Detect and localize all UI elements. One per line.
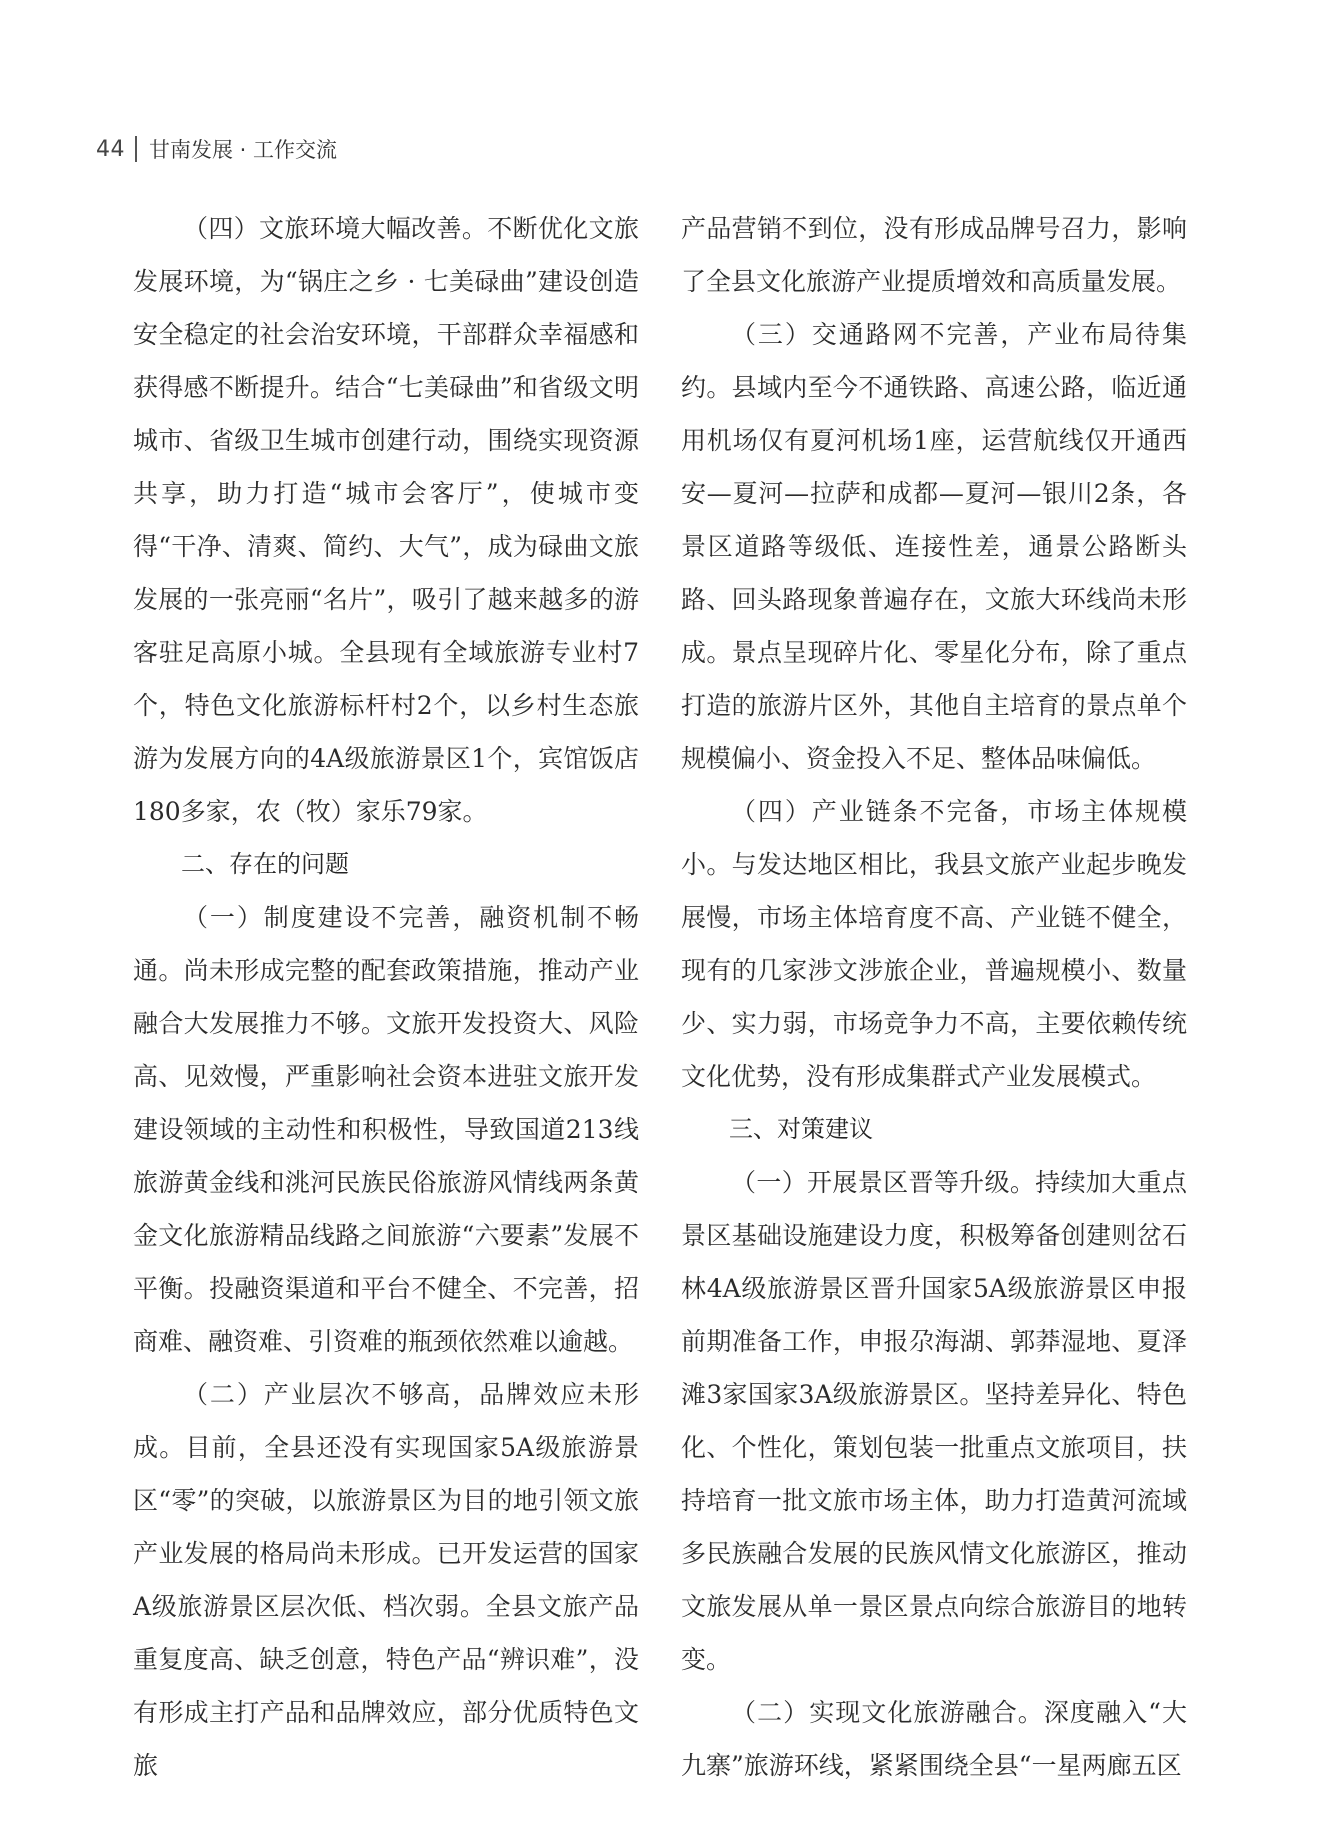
section-title: 甘南发展 · 工作交流	[149, 138, 338, 162]
left-column	[133, 202, 639, 1792]
paragraph: （四）产业链条不完备，市场主体规模小。与发达地区相比，我县文旅产业起步晚发展慢，市场主体培育度不高、产业链不健全，现有的几家涉文涉旅企业，普遍规模小、数量少、实力弱，市场竞争力不高，主要依赖传统文化优势，没有形成集群式产业发展模式。	[681, 797, 1187, 1091]
page-header	[96, 134, 337, 164]
paragraph: （一）开展景区晋等升级。持续加大重点景区基础设施建设力度，积极筹备创建则岔石林4A级旅游景区晋升国家5A级旅游景区申报前期准备工作，申报尕海湖、郭莽湿地、夏泽滩3家国家3A级旅游景区。坚持差异化、特色化、个性化，策划包装一批重点文旅项目，扶持培育一批文旅市场主体，助力打造黄河流域多民族融合发展的民族风情文化旅游区，推动文旅发展从单一景区景点向综合旅游目的地转变。	[681, 1168, 1187, 1674]
section-heading: 三、对策建议	[729, 1115, 873, 1143]
paragraph: （四）文旅环境大幅改善。不断优化文旅发展环境，为“锅庄之乡 · 七美碌曲”建设创造安全稳定的社会治安环境，干部群众幸福感和获得感不断提升。结合“七美碌曲”和省级文明城市、省级卫生城市创建行动，围绕实现资源共享，助力打造“城市会客厅”，使城市变得“干净、清爽、简约、大气”，成为碌曲文旅发展的一张亮丽“名片”，吸引了越来越多的游客驻足高原小城。全县现有全域旅游专业村7个，特色文化旅游标杆村2个，以乡村生态旅游为发展方向的4A级旅游景区1个，宾馆饭店180多家，农（牧）家乐79家。	[133, 214, 639, 826]
page-number: 44	[96, 136, 125, 162]
paragraph: 产品营销不到位，没有形成品牌号召力，影响了全县文化旅游产业提质增效和高质量发展。	[681, 214, 1187, 296]
header-divider	[135, 136, 137, 162]
right-column	[681, 202, 1187, 1792]
paragraph: （三）交通路网不完善，产业布局待集约。县域内至今不通铁路、高速公路，临近通用机场仅有夏河机场1座，运营航线仅开通西安—夏河—拉萨和成都—夏河—银川2条，各景区道路等级低、连接性差，通景公路断头路、回头路现象普遍存在，文旅大环线尚未形成。景点呈现碎片化、零星化分布，除了重点打造的旅游片区外，其他自主培育的景点单个规模偏小、资金投入不足、整体品味偏低。	[681, 320, 1187, 773]
paragraph: （二）实现文化旅游融合。深度融入“大九寨”旅游环线，紧紧围绕全县“一星两廊五区	[681, 1698, 1187, 1780]
section-heading: 二、存在的问题	[181, 850, 349, 878]
paragraph: （一）制度建设不完善，融资机制不畅通。尚未形成完整的配套政策措施，推动产业融合大发展推力不够。文旅开发投资大、风险高、见效慢，严重影响社会资本进驻文旅开发建设领域的主动性和积极性，导致国道213线旅游黄金线和洮河民族民俗旅游风情线两条黄金文化旅游精品线路之间旅游“六要素”发展不平衡。投融资渠道和平台不健全、不完善，招商难、融资难、引资难的瓶颈依然难以逾越。	[133, 903, 639, 1356]
paragraph: （二）产业层次不够高，品牌效应未形成。目前，全县还没有实现国家5A级旅游景区“零”的突破，以旅游景区为目的地引领文旅产业发展的格局尚未形成。已开发运营的国家A级旅游景区层次低、档次弱。全县文旅产品重复度高、缺乏创意，特色产品“辨识难”，没有形成主打产品和品牌效应，部分优质特色文旅	[133, 1380, 639, 1780]
